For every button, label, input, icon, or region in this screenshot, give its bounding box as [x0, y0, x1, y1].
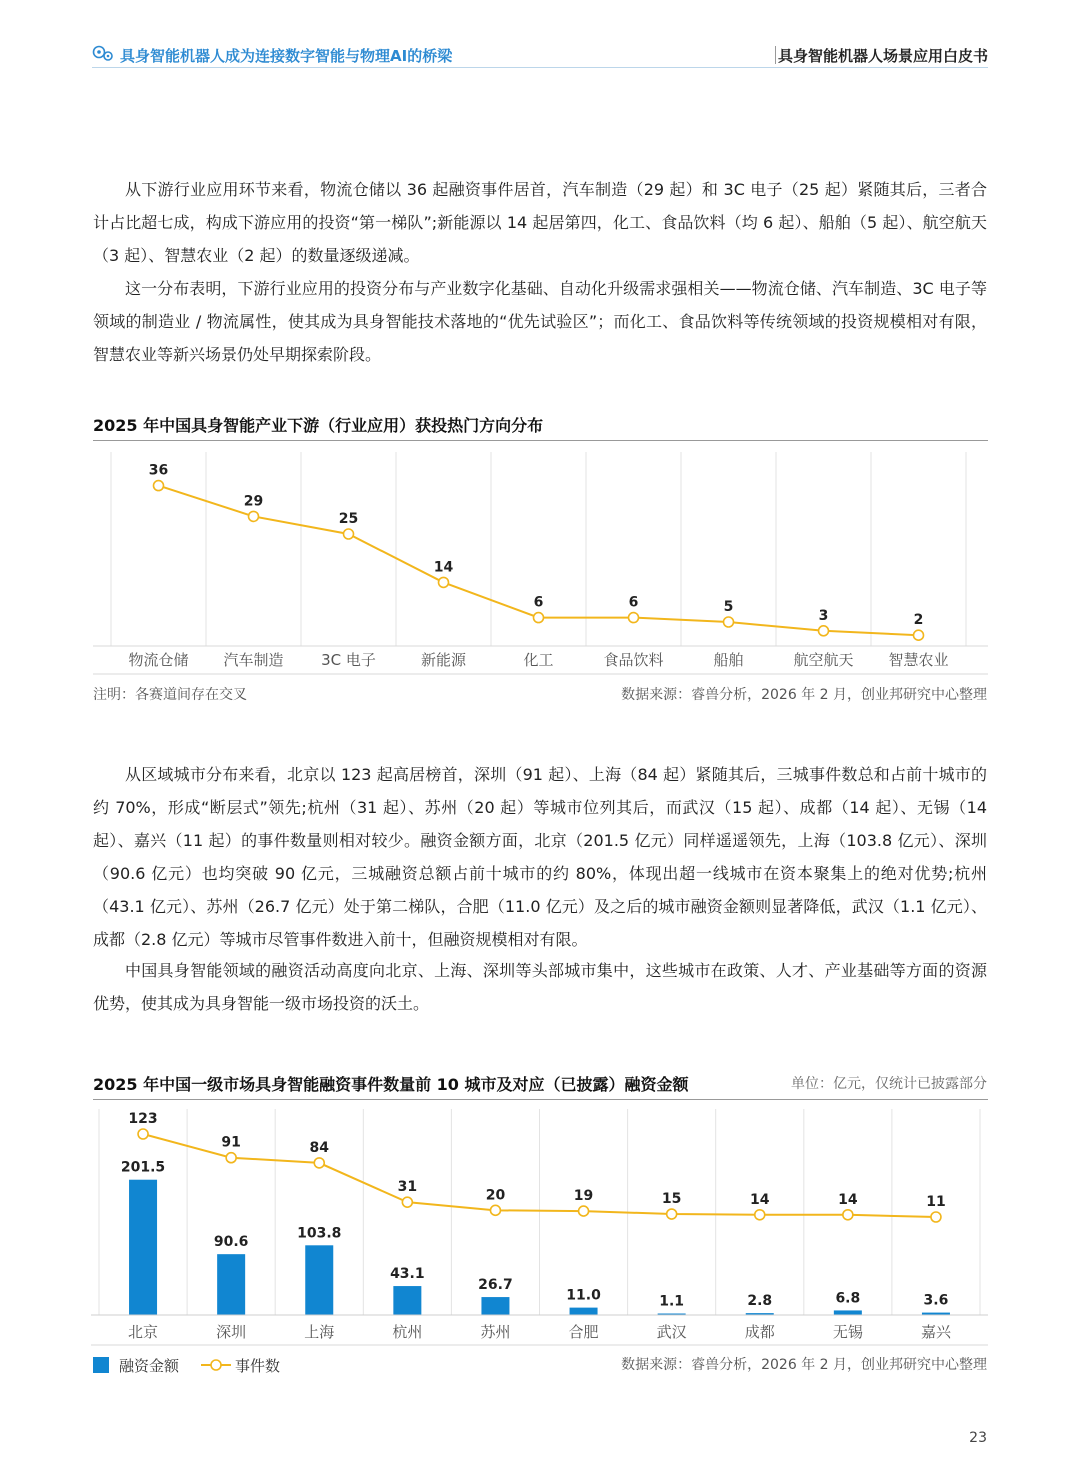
chart2-point [402, 1197, 412, 1207]
paragraph-city-conclusion: 中国具身智能领域的融资活动高度向北京、上海、深圳等头部城市集中，这些城市在政策、人才、产业基础等方面的资源优势，使其成为具身智能一级市场投资的沃土。 [93, 961, 987, 1013]
chart1-tick-label: 船舶 [713, 651, 744, 669]
chart1-title: 2025 年中国具身智能产业下游（行业应用）获投热门方向分布 [93, 416, 544, 435]
chart1-data-label: 3 [818, 607, 829, 624]
chart2-bar [834, 1310, 862, 1315]
chart1-point [154, 481, 164, 491]
chart2-point [931, 1212, 941, 1222]
chart2-line-label: 91 [221, 1134, 241, 1151]
chart1-tick-label: 物流仓储 [128, 651, 189, 669]
legend-bar-label: 融资金额 [119, 1357, 180, 1375]
chart2-line-label: 14 [838, 1191, 858, 1208]
chart2-line-label: 20 [485, 1187, 506, 1204]
page-header [92, 40, 988, 68]
chart2-tick-label: 合肥 [568, 1323, 599, 1341]
chart2-point [314, 1158, 324, 1168]
chart2-point [138, 1129, 148, 1139]
chart2-bar [570, 1308, 598, 1315]
chart2-source: 数据来源：睿兽分析，2026 年 2 月，创业邦研究中心整理 [621, 1357, 987, 1373]
chart2-line-label: 14 [750, 1191, 770, 1208]
chart1-tick-label: 航空航天 [793, 651, 854, 669]
gear-cluster-icon [92, 44, 114, 62]
chart2-bar [481, 1297, 509, 1315]
chart1-point [534, 613, 544, 623]
chart2-bar [305, 1245, 333, 1315]
chart2-bar-label: 3.6 [923, 1292, 949, 1309]
chart2-bar-label: 1.1 [659, 1293, 685, 1310]
chart2-line-label: 19 [573, 1188, 594, 1205]
chart2-tick-label: 上海 [304, 1323, 335, 1341]
header-left-title: 具身智能机器人成为连接数字智能与物理AI的桥梁 [120, 47, 453, 65]
chart1-point [629, 613, 639, 623]
chart1-point [724, 617, 734, 627]
paragraph-downstream-overview: 从下游行业应用环节来看，物流仓储以 36 起融资事件居首，汽车制造（29 起）和 3C 电子（25 起）紧随其后，三者合计占比超七成，构成下游应用的投资“第一梯队”;新能源以 14 起居第四，化工、食品饮料（均 6 起）、船舶（5 起）、航空航天（3 起）、智慧农业（2 起）的数量逐级递减。 [93, 180, 987, 265]
chart1-tick-label: 化工 [523, 651, 554, 669]
chart1-point [344, 529, 354, 539]
chart1-point [914, 630, 924, 640]
chart2-unit: 单位：亿元，仅统计已披露部分 [791, 1076, 987, 1092]
header-separator [775, 46, 776, 64]
chart2-bar-label: 90.6 [213, 1234, 249, 1251]
chart2-bar-label: 103.8 [297, 1225, 342, 1242]
chart2-bar-label: 11.0 [566, 1287, 601, 1304]
chart1-tick-label: 智慧农业 [888, 651, 949, 669]
chart1-source: 数据来源：睿兽分析，2026 年 2 月，创业邦研究中心整理 [621, 687, 987, 703]
chart1-data-label: 2 [913, 612, 924, 629]
chart2-title: 2025 年中国一级市场具身智能融资事件数量前 10 城市及对应（已披露）融资金额 [93, 1075, 689, 1094]
chart2-point [843, 1210, 853, 1220]
chart2-point [226, 1153, 236, 1163]
chart2-tick-label: 武汉 [656, 1323, 687, 1341]
chart2-point [490, 1205, 500, 1215]
chart1-tick-label: 汽车制造 [223, 651, 284, 669]
chart1-data-label: 6 [628, 594, 639, 611]
paragraph-downstream-analysis: 这一分布表明，下游行业应用的投资分布与产业数字化基础、自动化升级需求强相关——物流仓储、汽车制造、3C 电子等领域的制造业 / 物流属性，使其成为具身智能技术落地的“优先试验区”；而化工、食品饮料等传统领域的投资规模相对有限，智慧农业等新兴场景仍处早期探索阶段。 [93, 279, 987, 364]
chart2-bar-label: 2.8 [747, 1293, 773, 1310]
chart1-data-label: 14 [433, 559, 454, 576]
page-number: 23 [969, 1430, 987, 1446]
paragraph-city-overview: 从区域城市分布来看，北京以 123 起高居榜首，深圳（91 起）、上海（84 起）紧随其后，三城事件数总和占前十城市的约 70%，形成“断层式”领先;杭州（31 起）、苏州（20 起）等城市位列其后，而武汉（15 起）、成都（14 起）、无锡（14 起）、嘉兴（11 起）的事件数量则相对较少。融资金额方面，北京（201.5 亿元）同样遥遥领先，上海（103.8 亿元）、深圳（90.6 亿元）也均突破 90 亿元，三城融资总额占前十城市的约 80%，体现出超一线城市在资本聚集上的绝对优势;杭州（43.1 亿元）、苏州（26.7 亿元）处于第二梯队，合肥（11.0 亿元）及之后的城市融资金额则显著降低，武汉（1.1 亿元）、成都（2.8 亿元）等城市尽管事件数进入前十，但融资规模相对有限。 [93, 765, 987, 949]
chart2-tick-label: 成都 [744, 1323, 775, 1341]
header-divider [92, 67, 988, 68]
chart1-data-label: 6 [533, 594, 544, 611]
chart1-tick-label: 新能源 [420, 651, 467, 669]
chart2-line-label: 11 [926, 1194, 946, 1210]
chart2-tick-label: 深圳 [216, 1323, 247, 1341]
header-right-title: 具身智能机器人场景应用白皮书 [777, 47, 988, 65]
chart1-tick-label: 3C 电子 [321, 651, 376, 669]
chart2-tick-label: 杭州 [392, 1323, 423, 1341]
chart1-data-label: 29 [243, 493, 264, 510]
chart2-line-label: 15 [661, 1191, 682, 1208]
chart2-point [755, 1210, 765, 1220]
chart1-note: 注明：各赛道间存在交叉 [93, 687, 247, 703]
chart1-data-label: 36 [148, 462, 169, 479]
chart2-bar [393, 1286, 421, 1315]
chart2-combo-chart [0, 1099, 1080, 1349]
legend-bar-swatch [93, 1357, 109, 1373]
chart2-bar-label: 43.1 [390, 1266, 425, 1283]
chart2-bar-label: 6.8 [835, 1290, 861, 1307]
chart2-tick-label: 北京 [128, 1323, 159, 1341]
legend-line-label: 事件数 [235, 1357, 281, 1375]
chart1-point [439, 577, 449, 587]
chart1-point [819, 626, 829, 636]
chart2-bar-label: 201.5 [120, 1159, 166, 1176]
legend-line-swatch [201, 1354, 231, 1376]
chart1-line-chart [0, 440, 1080, 680]
chart1-data-label: 5 [723, 599, 734, 615]
chart2-point [579, 1206, 589, 1216]
chart2-point [667, 1209, 677, 1219]
chart2-tick-label: 苏州 [480, 1323, 511, 1341]
chart2-line-label: 123 [128, 1111, 158, 1127]
chart2-bar [217, 1254, 245, 1315]
chart2-tick-label: 嘉兴 [920, 1323, 951, 1341]
chart1-tick-label: 食品饮料 [603, 651, 664, 669]
chart2-bar [129, 1180, 157, 1315]
chart2-bar-label: 26.7 [478, 1277, 513, 1294]
chart1-data-label: 25 [338, 511, 359, 527]
chart2-tick-label: 无锡 [832, 1323, 863, 1341]
chart2-line-label: 84 [309, 1139, 329, 1156]
chart2-line-label: 31 [397, 1179, 418, 1196]
chart1-point [249, 511, 259, 521]
